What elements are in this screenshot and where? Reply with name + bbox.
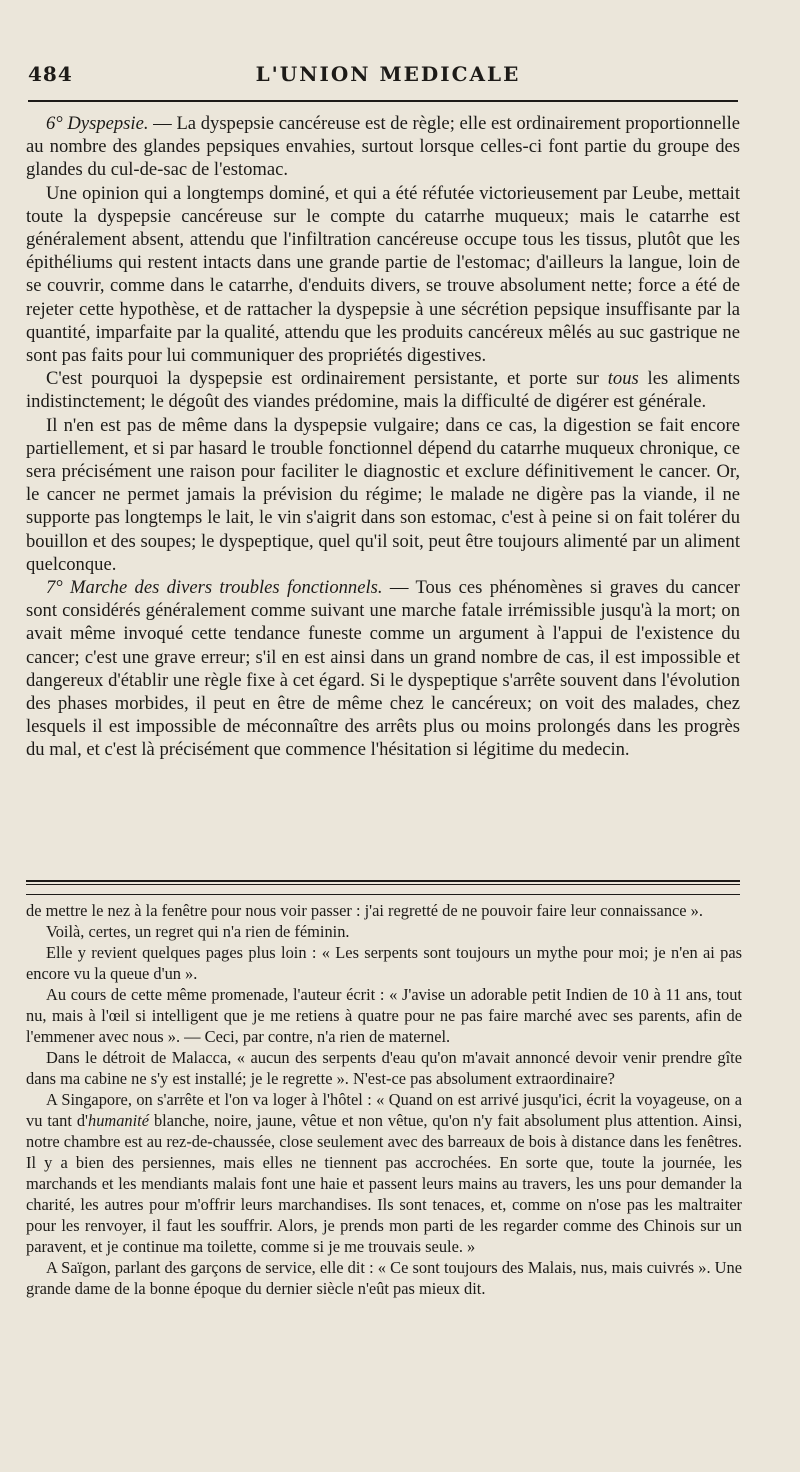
feuilleton-paragraph: de mettre le nez à la fenêtre pour nous voir passer : j'ai regretté de ne pouvoir faire leur connaissance ».: [26, 901, 703, 920]
paragraph-text: A Singapore, on s'arrête et l'on va loger à l'hôtel : « Quand on est arrivé jusqu'ici, écrit la voyageuse, on a vu tant d': [26, 1090, 742, 1130]
journal-title: L'UNION MEDICALE: [255, 62, 521, 86]
paragraph-text: les aliments indistinctement; le dégoût des viandes prédomine, mais la difficulté de digérer est générale.: [26, 368, 740, 413]
paragraph-text: C'est pourquoi la dyspepsie est ordinairement persistante, et porte sur: [46, 368, 608, 390]
feuilleton-rule: [26, 894, 740, 895]
paragraph-text: — La dyspepsie cancéreuse est de règle; elle est ordinairement proportionnelle au nombre des glandes pepsiques envahies, surtout lorsque celles-ci font partie du groupe des glandes du cul-de-sac de l'estomac.: [26, 113, 740, 181]
paragraph-text: Il n'en est pas de même dans la dyspepsie vulgaire; dans ce cas, la digestion se fait encore partiellement, et si par hasard le trouble fonctionnel dépend du catarrhe muqueux chronique, ce sera précisément une raison pour faciliter le diagnostic et exclure définitivement le cancer. Or, le cancer ne permet jamais la prévision du régime; le malade ne digère pas la viande, il ne supporte pas longtemps le lait, le vin s'aigrit dans son estomac, c'est à peine si on fait tolérer du bouillon et des soupes; le dyspeptique, quel qu'il soit, peut être toujours alimenté par un aliment quelconque.: [26, 414, 740, 575]
feuilleton: [26, 900, 742, 1299]
article-end-rule: [26, 880, 740, 882]
paragraph-opinion: [26, 182, 740, 368]
article-end-rule-thin: [26, 884, 740, 885]
emphasis-text: tous: [607, 368, 639, 390]
paragraph-text: Une opinion qui a longtemps dominé, et qui a été réfutée victorieusement par Leube, mettait toute la dyspepsie cancéreuse sur le compte du catarrhe muqueux; mais le catarrhe est généralement absent, attendu que l'infiltration cancéreuse occupe tous les tissus, plutôt que les épithéliums qui restent intacts dans une grande partie de l'estomac; d'ailleurs la langue, loin de se couvrir, comme dans le catarrhe, d'enduits divers, se trouve absolument nette; force a été de rejeter cette hypothèse, et de rattacher la dyspepsie à une sécrétion pepsique insuffisante par la quantité, imparfaite par la qualité, attendu que les produits cancéreux mêlés au suc gastrique ne sont pas faits pour lui communiquer des propriétés digestives.: [26, 182, 740, 367]
feuilleton-paragraph: [26, 1089, 742, 1257]
feuilleton-paragraph: A Saïgon, parlant des garçons de service, elle dit : « Ce sont toujours des Malais, nus, mais cuivrés ». Une grande dame de la bonne époque du dernier siècle n'eût pas mieux dit.: [26, 1258, 742, 1298]
header-rule: [28, 100, 738, 102]
paragraph-text: — Tous ces phénomènes si graves du cancer sont considérés généralement comme suivant une marche fatale irrémissible jusqu'à la mort; on avait même invoqué cette tendance funeste comme un argument à l'appui de l'existence du cancer; c'est une grave erreur; s'il en est ainsi dans un grand nombre de cas, il est impossible et dangereux d'établir une règle fixe à cet égard. Si le dyspeptique s'arrête souvent dans l'évolution des phases morbides, il peut en être de même chez le cancéreux; on voit des malades, chez lesquels il est impossible de méconnaître des arrêts plus ou moins prolongés dans les progrès du mal, et c'est là précisément que commence l'hésitation si légitime du medecin.: [26, 577, 740, 761]
section-heading: 7° Marche des divers troubles fonctionnels.: [46, 577, 383, 599]
paragraph-dyspepsie: [26, 112, 740, 182]
paragraph-vulgaire: [26, 414, 740, 576]
paragraph-text: blanche, noire, jaune, vêtue et non vêtue, qu'on n'y fait absolument plus attention. Ainsi, notre chambre est au rez-de-chaussée, close seulement avec des barreaux de bois à distance dans les fenêtres. Il y a bien des persiennes, mais elles ne tiennent pas accrochées. En sorte que, toute la journée, les marchands et les mendiants malais font une haie et passent leurs mains au travers, les uns pour demander la charité, les autres pour m'offrir leurs marchandises. Ils sont tenaces, et, comme on n'ose pas les maltraiter pour les renvoyer, il faut les souffrir. Alors, je prends mon parti de les regarder comme des Chinois sur un paravent, et je continue ma toilette, comme si je me trouvais seule. »: [26, 1111, 742, 1256]
feuilleton-paragraph: Dans le détroit de Malacca, « aucun des serpents d'eau qu'on m'avait annoncé devoir venir prendre gîte dans ma cabine ne s'y est installé; je le regrette ». N'est-ce pas absolument extraordinaire?: [26, 1048, 742, 1088]
feuilleton-paragraph: Elle y revient quelques pages plus loin : « Les serpents sont toujours un mythe pour moi; je n'en ai pas encore vu la queue d'un ».: [26, 943, 742, 983]
main-article: [26, 112, 740, 762]
emphasis-text: humanité: [88, 1111, 150, 1130]
section-heading: 6° Dyspepsie.: [46, 113, 149, 134]
paragraph-persistante: [26, 367, 740, 413]
feuilleton-paragraph: Au cours de cette même promenade, l'auteur écrit : « J'avise un adorable petit Indien de 10 à 11 ans, tout nu, mais à l'œil si intelligent que je me retiens à quatre pour ne pas faire marché avec ses parents, afin de l'emmener avec nous ». — Ceci, par contre, n'a rien de maternel.: [26, 985, 742, 1046]
page-number: 484: [28, 62, 73, 86]
feuilleton-paragraph: Voilà, certes, un regret qui n'a rien de féminin.: [46, 922, 350, 941]
paragraph-marche: [26, 576, 740, 762]
page-header: [28, 62, 748, 92]
